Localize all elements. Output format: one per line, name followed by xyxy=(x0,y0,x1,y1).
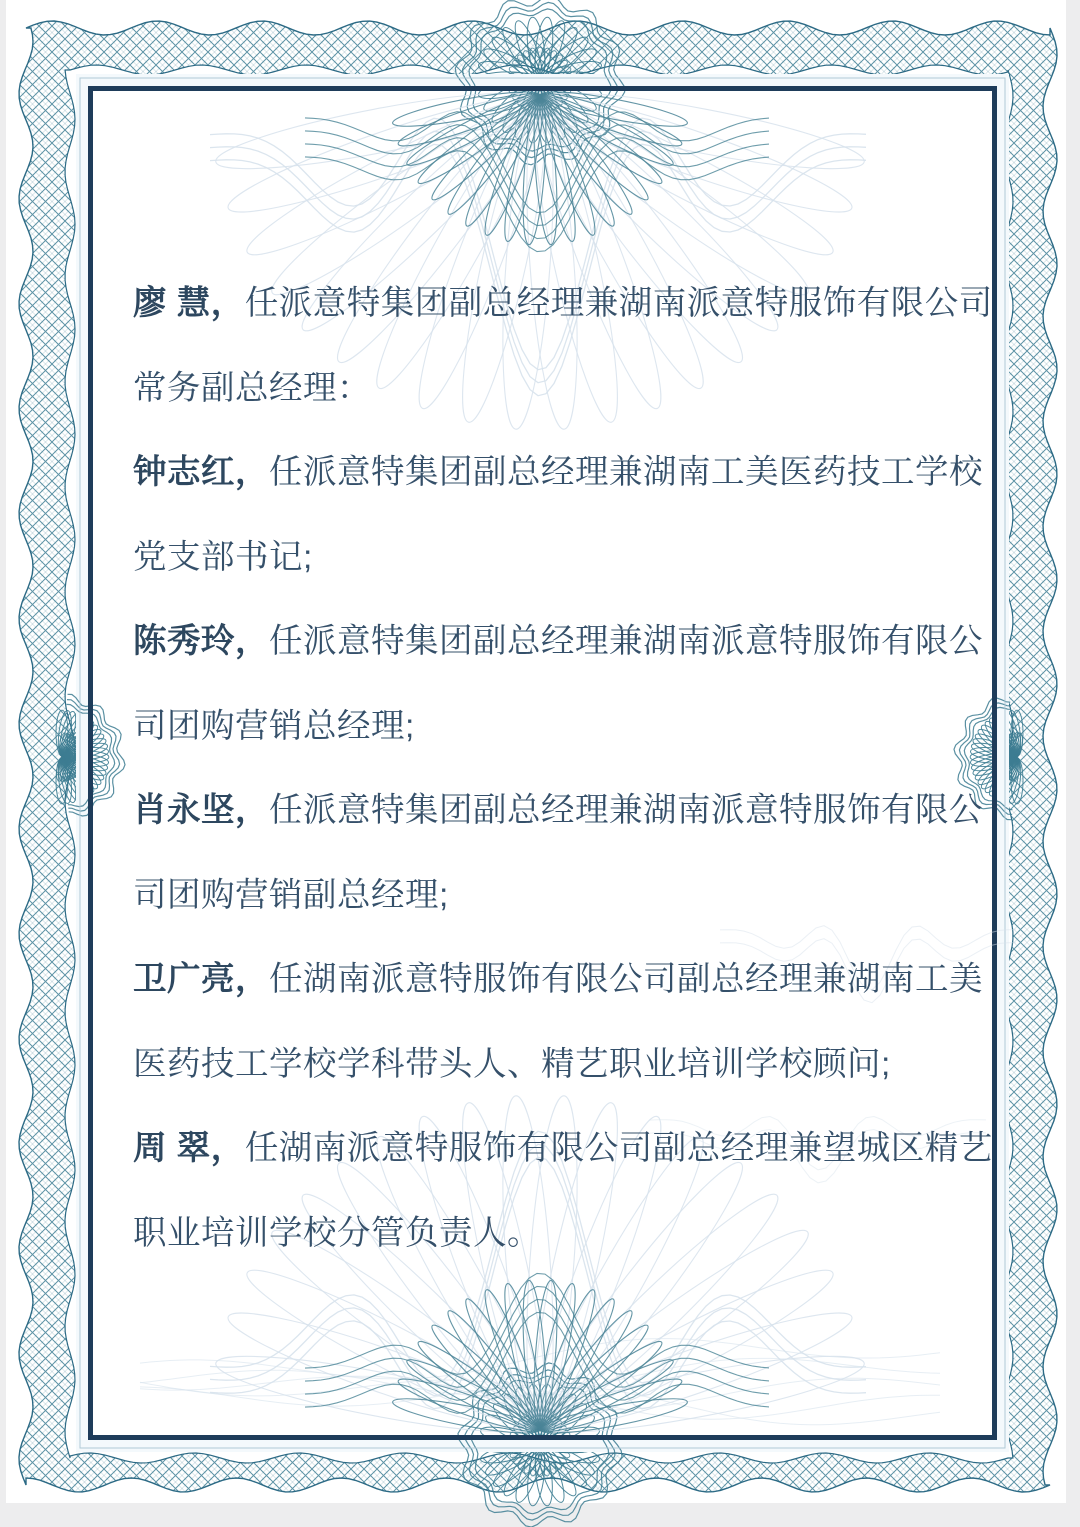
appointment-text: 常务副总经理： xyxy=(133,369,371,407)
document-body xyxy=(133,262,993,1276)
appointment-text: 党支部书记; xyxy=(133,538,313,576)
person-name: 钟志红， xyxy=(133,454,269,491)
document-line xyxy=(133,854,973,939)
document-line xyxy=(133,600,983,685)
appointment-text: 任湖南派意特服饰有限公司副总经理兼湖南工美 xyxy=(269,961,983,998)
appointment-text: 任派意特集团副总经理兼湖南派意特服饰有限公 xyxy=(269,623,983,660)
appointment-text: 任派意特集团副总经理兼湖南工美医药技工学校 xyxy=(269,454,983,491)
appointment-text: 任派意特集团副总经理兼湖南派意特服饰有限公 xyxy=(269,792,983,829)
person-name: 廖 慧， xyxy=(133,285,245,322)
person-name: 周 翠， xyxy=(133,1130,245,1167)
appointment-text: 医药技工学校学科带头人、精艺职业培训学校顾问; xyxy=(133,1045,891,1083)
appointment-text: 职业培训学校分管负责人。 xyxy=(133,1214,541,1252)
appointment-text: 任派意特集团副总经理兼湖南派意特服饰有限公司 xyxy=(244,285,993,322)
document-line xyxy=(133,262,993,347)
document-line xyxy=(133,938,983,1023)
document-line xyxy=(133,431,983,516)
document-line xyxy=(133,769,983,854)
document-line xyxy=(133,516,973,601)
appointment-text: 任湖南派意特服饰有限公司副总经理兼望城区精艺 xyxy=(244,1130,993,1167)
person-name: 卫广亮， xyxy=(133,961,269,998)
document-line xyxy=(133,1023,973,1108)
person-name: 肖永坚， xyxy=(133,792,269,829)
document-line xyxy=(133,1107,993,1192)
document-line xyxy=(133,347,973,432)
document-line xyxy=(133,685,973,770)
person-name: 陈秀玲， xyxy=(133,623,269,660)
appointment-text: 司团购营销副总经理; xyxy=(133,876,449,914)
document-line xyxy=(133,1192,973,1277)
appointment-text: 司团购营销总经理; xyxy=(133,707,415,745)
